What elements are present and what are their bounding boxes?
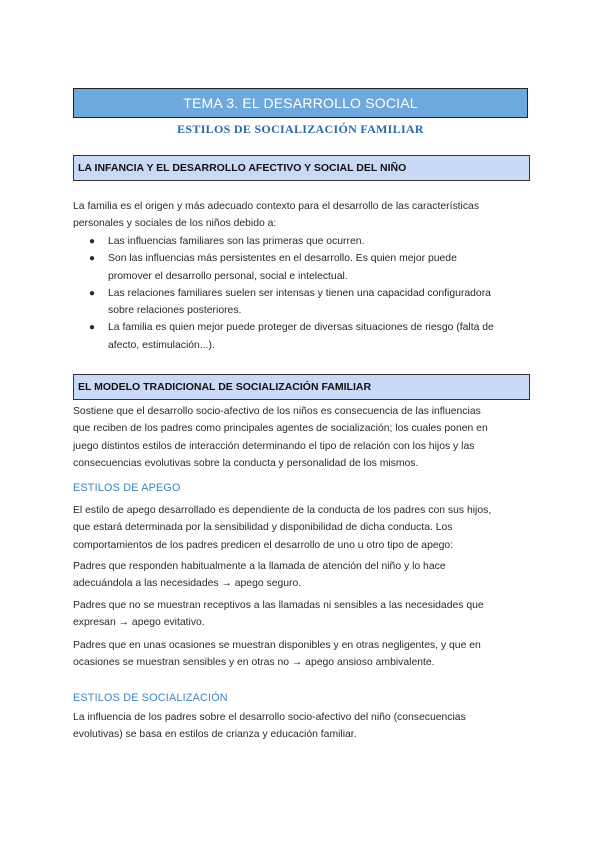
list-item-text: La familia es quien mejor puede proteger de diversas situaciones de riesgo (falta de	[108, 322, 494, 334]
section-heading-text: EL MODELO TRADICIONAL DE SOCIALIZACIÓN FAMILIAR	[78, 381, 372, 393]
apego-paragraph-2	[73, 558, 528, 593]
text-line: personales y sociales de los niños debido a:	[73, 218, 277, 230]
section1-intro	[73, 198, 528, 233]
socializacion-paragraph	[73, 709, 528, 744]
section-heading-text: LA INFANCIA Y EL DESARROLLO AFECTIVO Y SOCIAL DEL NIÑO	[78, 162, 407, 174]
page-title: TEMA 3. EL DESARROLLO SOCIAL	[183, 95, 418, 111]
section1-bullet-list	[73, 233, 528, 354]
bullet-icon: ●	[89, 253, 96, 265]
subheading-apego: ESTILOS DE APEGO	[73, 482, 181, 494]
apego-paragraph-3	[73, 597, 528, 632]
section-heading-modelo	[73, 374, 530, 400]
apego-paragraph-4	[73, 637, 528, 672]
section2-paragraph	[73, 403, 528, 472]
text-line: juego distintos estilos de interacción determinando el tipo de relación con los hijos y las	[73, 440, 475, 452]
text-line: Sostiene que el desarrollo socio-afectivo de los niños es consecuencia de las influencias	[73, 406, 481, 417]
apego-paragraph-1	[73, 502, 528, 554]
list-item	[73, 233, 528, 250]
page-subtitle: ESTILOS DE SOCIALIZACIÓN FAMILIAR	[177, 122, 424, 136]
section-heading-infancia	[73, 155, 530, 181]
list-item-text: Las relaciones familiares suelen ser intensas y tienen una capacidad configuradora	[108, 287, 491, 299]
text-line: que estará determinada por la sensibilidad y disponibilidad de dicha conducta. Los	[73, 522, 453, 534]
text-line: evolutivas) se basa en estilos de crianza y educación familiar.	[73, 729, 357, 741]
list-item	[73, 285, 528, 320]
list-item-text: sobre relaciones posteriores.	[108, 305, 242, 317]
page-title-box	[73, 88, 528, 118]
list-item-text: Las influencias familiares son las primeras que ocurren.	[108, 236, 365, 247]
bullet-icon: ●	[89, 287, 96, 299]
text-line: El estilo de apego desarrollado es dependiente de la conducta de los padres con sus hijos,	[73, 505, 492, 516]
subheading-socializacion: ESTILOS DE SOCIALIZACIÓN	[73, 692, 228, 704]
text-line: comportamientos de los padres predicen el desarrollo de uno u otro tipo de apego:	[73, 539, 454, 551]
text-line: La familia es el origen y más adecuado contexto para el desarrollo de las características	[73, 201, 480, 212]
bullet-icon: ●	[89, 322, 96, 334]
text-line: consecuencias evolutivas sobre la conducta y personalidad de los mismos.	[73, 457, 419, 469]
list-item-text: promover el desarrollo personal, social e intelectual.	[108, 270, 348, 282]
text-line: ocasiones se muestran sensibles y en otras no → apego ansioso ambivalente.	[73, 657, 435, 669]
list-item	[73, 250, 528, 285]
text-line: adecuándola a las necesidades → apego seguro.	[73, 578, 302, 590]
text-line: Padres que responden habitualmente a la llamada de atención del niño y lo hace	[73, 561, 446, 572]
text-line: La influencia de los padres sobre el desarrollo socio-afectivo del niño (consecuencias	[73, 712, 466, 723]
text-line: expresan → apego evitativo.	[73, 617, 205, 629]
list-item-text: Son las influencias más persistentes en el desarrollo. Es quien mejor puede	[108, 253, 457, 265]
text-line: Padres que no se muestran receptivos a las llamadas ni sensibles a las necesidades que	[73, 600, 484, 611]
text-line: Padres que en unas ocasiones se muestran disponibles y en otras negligentes, y que en	[73, 640, 481, 651]
list-item-text: afecto, estimulación...).	[108, 339, 215, 351]
text-line: que reciben de los padres como principales agentes de socialización; los cuales ponen en	[73, 423, 488, 435]
bullet-icon: ●	[89, 236, 96, 247]
list-item	[73, 319, 528, 354]
